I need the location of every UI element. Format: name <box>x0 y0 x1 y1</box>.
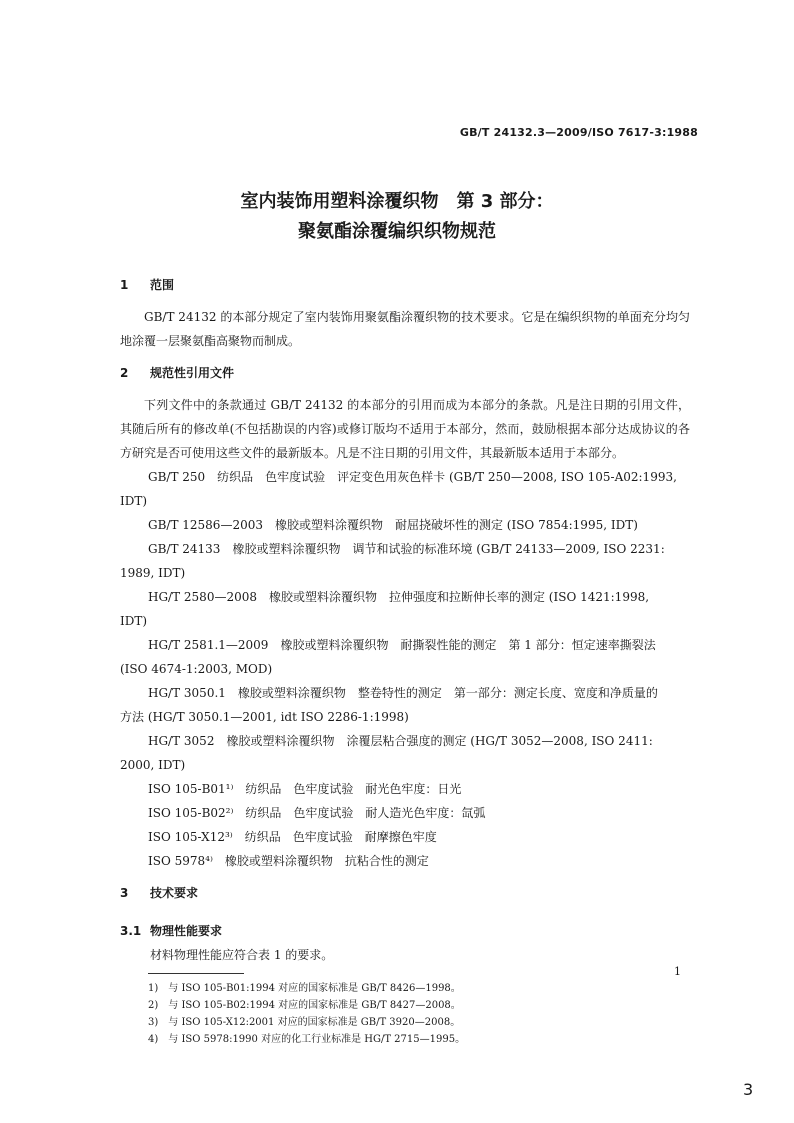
reference-item <box>120 777 690 801</box>
reference-list <box>120 465 690 873</box>
section-number: 1 <box>120 278 129 292</box>
standard-number: GB/T 24132.3—2009/ISO 7617-3:1988 <box>459 126 698 139</box>
scope-paragraph: GB/T 24132 的本部分规定了室内装饰用聚氨酯涂覆织物的技术要求。它是在编织织物的单面充分均匀地涂覆一层聚氨酯高聚物而制成。 <box>120 310 690 348</box>
page-number: 1 <box>674 965 681 978</box>
reference-item <box>120 801 690 825</box>
reference-line: ISO 105-B02²⁾ 纺织品 色牢度试验 耐人造光色牢度：氙弧 <box>148 806 486 820</box>
document-body <box>120 273 690 1048</box>
section-heading-scope <box>120 273 690 297</box>
footnote-item: 1) 与 ISO 105-B01:1994 对应的国家标准是 GB/T 8426—1998。 <box>148 983 461 994</box>
document-title <box>0 187 794 247</box>
footnote-item: 2) 与 ISO 105-B02:1994 对应的国家标准是 GB/T 8427—2008。 <box>148 1000 461 1011</box>
reference-line-continued: 2000, IDT) <box>120 758 186 772</box>
reference-item <box>120 585 690 633</box>
subsection-title: 物理性能要求 <box>150 924 223 938</box>
references-intro: 下列文件中的条款通过 GB/T 24132 的本部分的引用而成为本部分的条款。凡是注日期的引用文件，其随后所有的修改单(不包括勘误的内容)或修订版均不适用于本部分，然而，鼓励根据本部分达成协议的各方研究是否可使用这些文件的最新版本。凡是不注日期的引用文件，其最新版本适用于本部分。 <box>120 398 690 460</box>
section-title: 规范性引用文件 <box>150 366 235 380</box>
section-title: 范围 <box>150 278 175 292</box>
reference-line: ISO 105-X12³⁾ 纺织品 色牢度试验 耐摩擦色牢度 <box>148 830 437 844</box>
reference-line: HG/T 2580—2008 橡胶或塑料涂覆织物 拉伸强度和拉断伸长率的测定 (ISO 1421:1998, <box>148 590 650 604</box>
reference-line-continued: 1989, IDT) <box>120 566 186 580</box>
reference-line: ISO 5978⁴⁾ 橡胶或塑料涂覆织物 抗粘合性的测定 <box>148 854 429 868</box>
reference-item <box>120 537 690 585</box>
title-line-2: 聚氨酯涂覆编织织物规范 <box>298 221 496 242</box>
reference-item <box>120 633 690 681</box>
reference-line: HG/T 2581.1—2009 橡胶或塑料涂覆织物 耐撕裂性能的测定 第 1 部分：恒定速率撕裂法 <box>148 638 656 652</box>
subsection-number: 3.1 <box>120 924 142 938</box>
section-number: 2 <box>120 366 129 380</box>
reference-item <box>120 513 690 537</box>
subsection-paragraph: 材料物理性能应符合表 1 的要求。 <box>150 948 334 962</box>
reference-item <box>120 729 690 777</box>
corner-page-number: 3 <box>743 1080 754 1099</box>
reference-line: ISO 105-B01¹⁾ 纺织品 色牢度试验 耐光色牢度：日光 <box>148 782 462 796</box>
reference-line: GB/T 12586—2003 橡胶或塑料涂覆织物 耐屈挠破坏性的测定 (ISO 7854:1995, IDT) <box>148 518 638 532</box>
section-title: 技术要求 <box>150 886 199 900</box>
section-heading-references <box>120 361 690 385</box>
reference-line-continued: IDT) <box>120 494 148 508</box>
title-line-1: 室内装饰用塑料涂覆织物 第 3 部分： <box>240 191 554 212</box>
section-heading-requirements <box>120 881 690 905</box>
reference-item <box>120 465 690 513</box>
reference-line: GB/T 250 纺织品 色牢度试验 评定变色用灰色样卡 (GB/T 250—2008, ISO 105-A02:1993, <box>148 470 677 484</box>
reference-line: HG/T 3052 橡胶或塑料涂覆织物 涂覆层粘合强度的测定 (HG/T 3052—2008, ISO 2411: <box>148 734 653 748</box>
reference-line-continued: 方法 (HG/T 3050.1—2001, idt ISO 2286-1:1998) <box>120 710 409 724</box>
reference-line-continued: IDT) <box>120 614 148 628</box>
reference-line-continued: (ISO 4674-1:2003, MOD) <box>120 662 273 676</box>
reference-item <box>120 825 690 849</box>
section-number: 3 <box>120 886 129 900</box>
footnotes <box>148 980 690 1048</box>
subsection-heading <box>120 919 690 943</box>
reference-line: HG/T 3050.1 橡胶或塑料涂覆织物 整卷特性的测定 第一部分：测定长度、宽度和净质量的 <box>148 686 658 700</box>
footnote-item: 3) 与 ISO 105-X12:2001 对应的国家标准是 GB/T 3920—2008。 <box>148 1017 461 1028</box>
reference-line: GB/T 24133 橡胶或塑料涂覆织物 调节和试验的标准环境 (GB/T 24133—2009, ISO 2231: <box>148 542 665 556</box>
reference-item <box>120 849 690 873</box>
footnote-item: 4) 与 ISO 5978:1990 对应的化工行业标准是 HG/T 2715—1995。 <box>148 1034 466 1045</box>
footnote-divider <box>148 973 244 974</box>
reference-item <box>120 681 690 729</box>
